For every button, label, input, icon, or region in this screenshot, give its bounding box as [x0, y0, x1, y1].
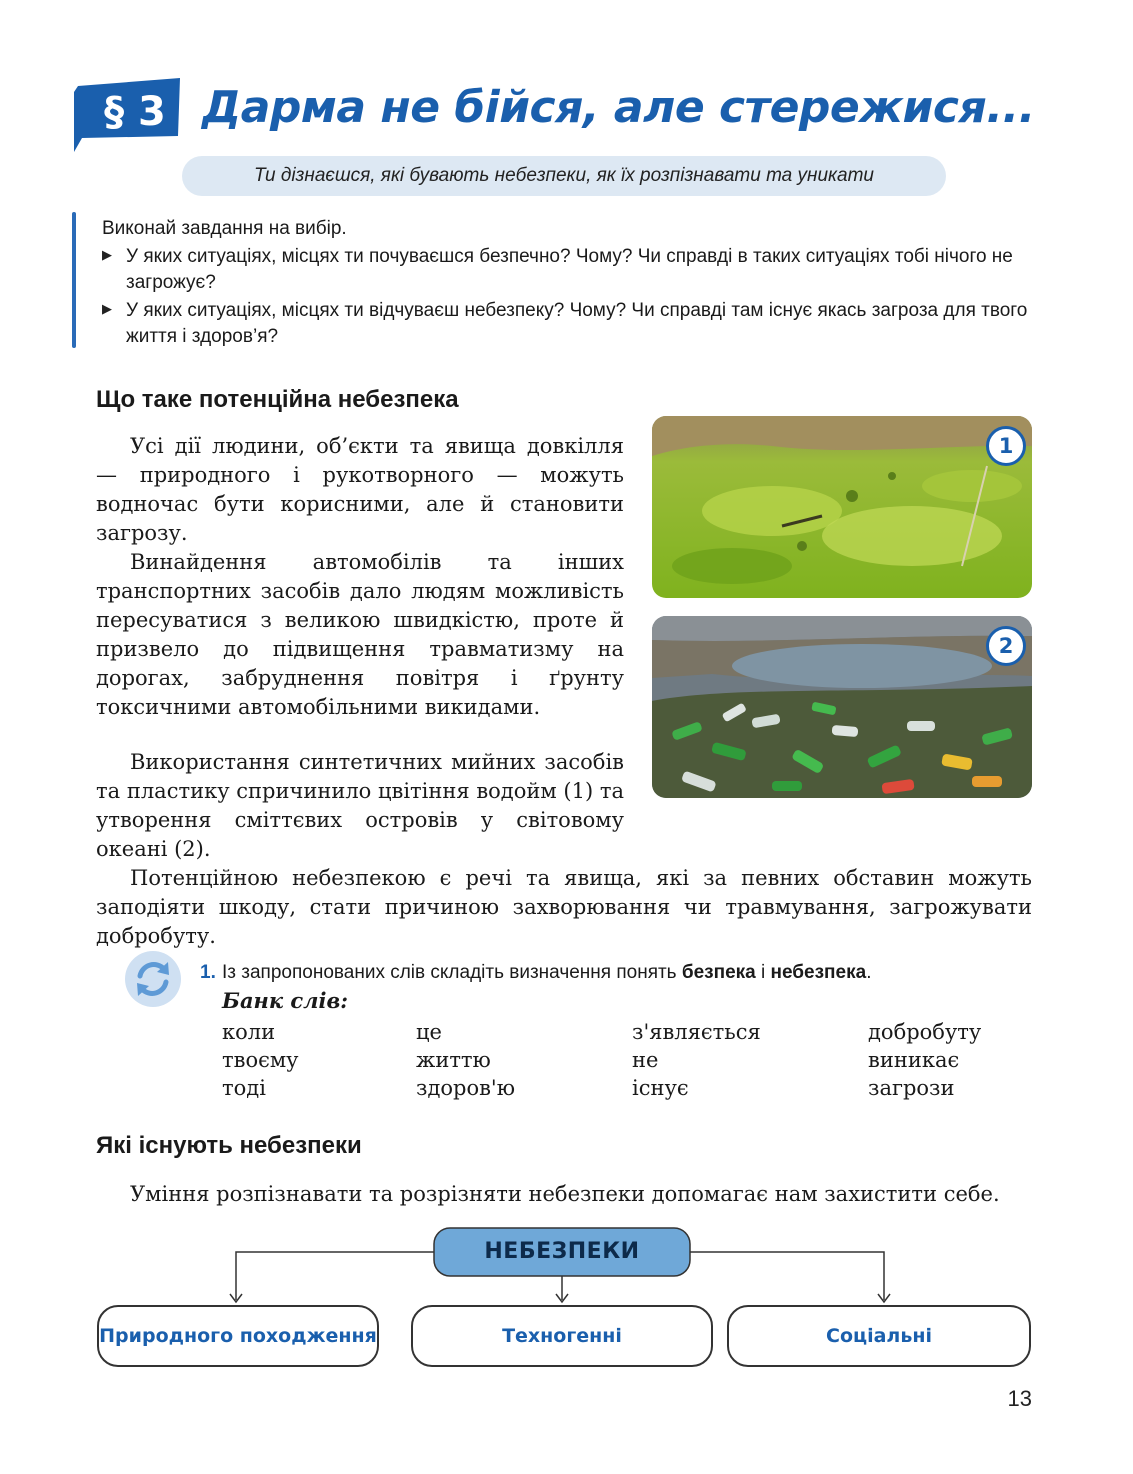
word-bank-item: загрози	[868, 1076, 955, 1100]
word-bank-label: Банк слів:	[222, 988, 349, 1013]
word-bank-item: життю	[416, 1048, 491, 1072]
word-bank-item: не	[632, 1048, 659, 1072]
word-bank-item: це	[416, 1020, 442, 1044]
subtitle: Ти дізнаєшся, які бувають небезпеки, як їх розпізнавати та уникати	[254, 165, 874, 186]
bullet-triangle-icon: ▶	[102, 302, 112, 317]
plastic-trash-photo	[652, 616, 1032, 798]
intro-bullet: У яких ситуаціях, місцях ти відчуваєш небезпеку? Чому? Чи справді там існує якась загроза для твого життя і здоров’я?	[126, 300, 1028, 347]
body-paragraph: Потенційною небезпекою є речі та явища, які за певних обставин можуть заподіяти шкоду, стати причиною захворювання чи травмування, загрожувати добробуту.	[96, 866, 1032, 948]
task-number: 1.	[200, 962, 216, 983]
word-bank-item: виникає	[868, 1048, 960, 1072]
page-title: Дарма не бійся, але стережися...	[202, 82, 1035, 133]
word-bank-item: здоров'ю	[416, 1076, 515, 1100]
task-instruction: Із запропонованих слів складіть визначення понять безпека і небезпека.	[222, 962, 872, 983]
paragraph-number: § 3	[104, 89, 166, 135]
diagram-category-label: Природного походження	[99, 1325, 377, 1347]
word-bank-item: коли	[222, 1020, 276, 1044]
photo-number-badge: 1	[986, 426, 1026, 466]
body-paragraph: Уміння розпізнавати та розрізняти небезпеки допомагає нам захистити себе.	[130, 1182, 1000, 1206]
section-heading: Що таке потенційна небезпека	[96, 386, 459, 413]
diagram-category-label: Техногенні	[502, 1325, 622, 1347]
word-bank-item: тоді	[222, 1076, 266, 1100]
word-bank-item: добробуту	[868, 1020, 982, 1044]
algae-bloom-photo	[652, 416, 1032, 598]
word-bank-item: з'являється	[632, 1020, 761, 1044]
body-paragraph: Винайдення автомобілів та інших транспортних засобів дало людям можливість пересуватися з великою швидкістю, проте й призвело до підвищення травматизму на дорогах, забруднення повітря і ґрунту токсичними автомобільними викидами.	[96, 550, 624, 719]
word-bank-item: існує	[632, 1076, 689, 1100]
section-heading: Які існують небезпеки	[96, 1132, 362, 1159]
refresh-cycle-icon	[124, 950, 182, 1008]
photo-number-badge: 2	[986, 626, 1026, 666]
page-number: 13	[1007, 1386, 1032, 1411]
intro-bullet: У яких ситуаціях, місцях ти почуваєшся безпечно? Чому? Чи справді в таких ситуаціях тобі нічого не загрожує?	[126, 246, 1013, 293]
body-paragraph: Використання синтетичних мийних засобів та пластику спричинило цвітіння водойм (1) та утворення сміттєвих островів у світовому океані (2).	[96, 750, 624, 861]
intro-lead: Виконай завдання на вибір.	[102, 218, 347, 239]
intro-accent-bar	[72, 212, 76, 348]
diagram-center-label: НЕБЕЗПЕКИ	[484, 1239, 640, 1264]
bullet-triangle-icon: ▶	[102, 248, 112, 263]
body-paragraph: Усі дії людини, об’єкти та явища довкілля — природного і рукотворного — можуть водночас бути корисними, але й становити загрозу.	[96, 434, 624, 545]
word-bank-item: твоєму	[222, 1048, 299, 1072]
diagram-category-label: Соціальні	[826, 1325, 932, 1347]
